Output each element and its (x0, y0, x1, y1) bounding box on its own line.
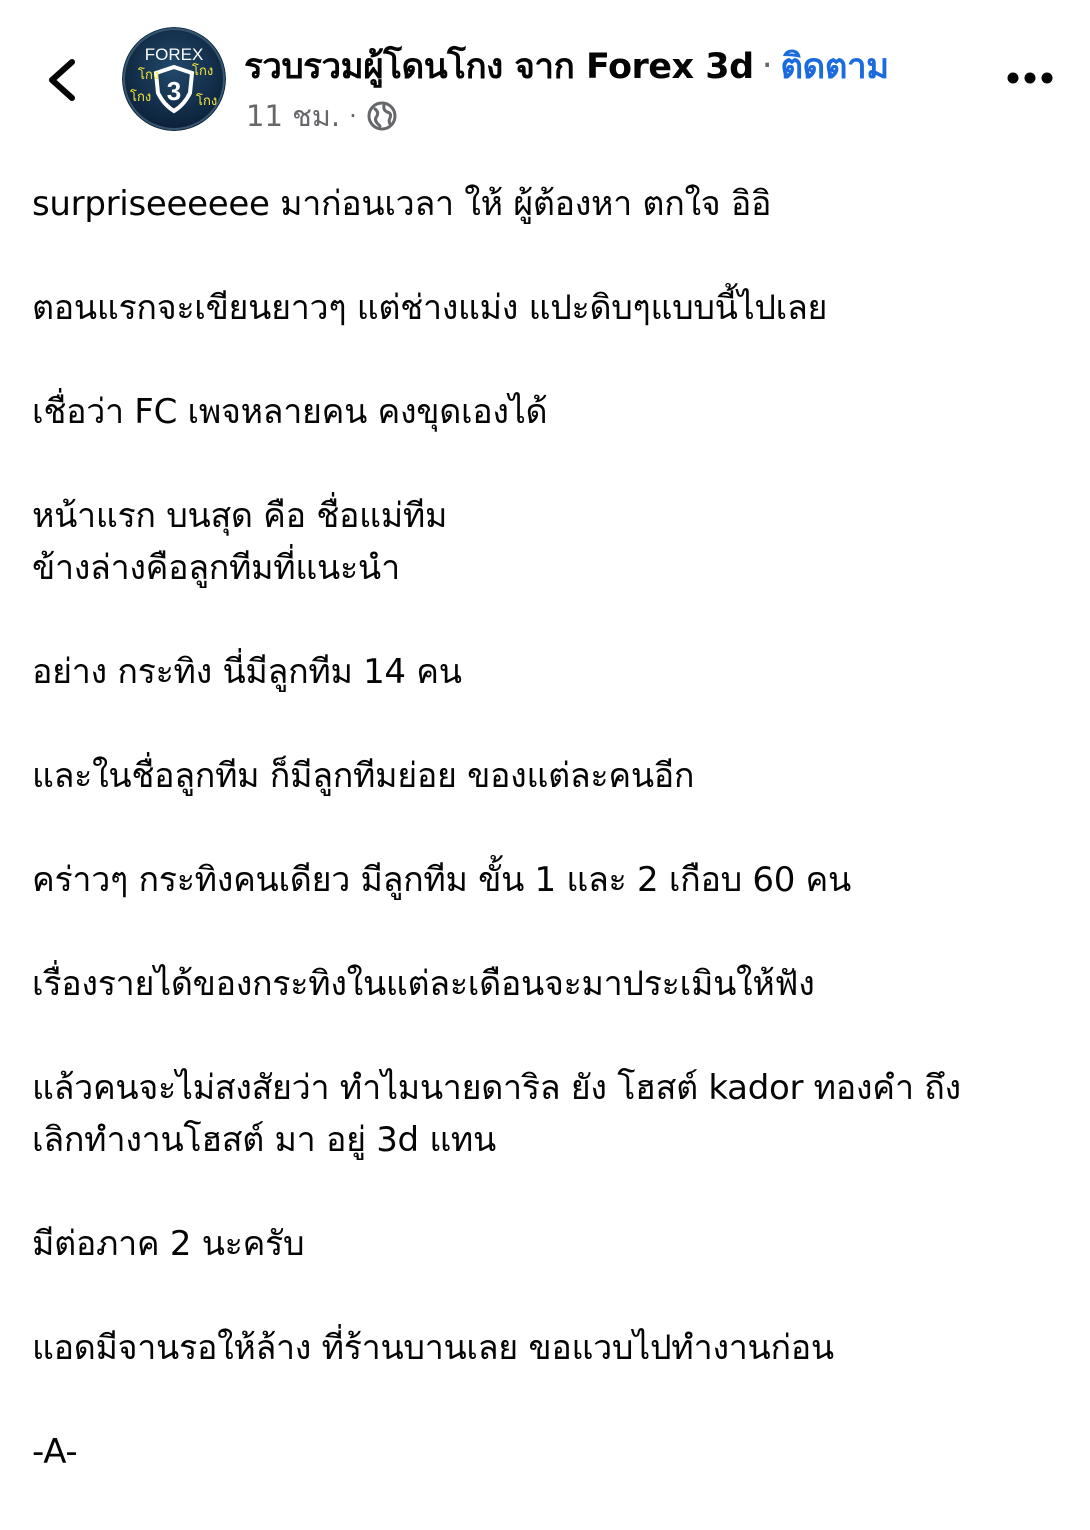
post-line: ตอนแรกจะเขียนยาวๆ แต่ช่างแม่ง แปะดิบๆแบบนี้ไปเลย (32, 288, 828, 328)
meta-separator: · (349, 102, 357, 130)
post-paragraph (32, 854, 1062, 906)
post-paragraph (32, 178, 1062, 230)
post-paragraph (32, 1426, 1062, 1478)
post-line: -A- (32, 1432, 78, 1472)
post-line: เรื่องรายได้ของกระทิงในแต่ละเดือนจะมาประเมินให้ฟัง (32, 964, 815, 1004)
post-line: แล้วคนจะไม่สงสัยว่า ทำไมนายดาริล ยัง โฮสต์ kador ทองคำ ถึง (32, 1068, 961, 1108)
title-separator: · (761, 46, 773, 86)
post-paragraph (32, 1322, 1062, 1374)
svg-text:FOREX: FOREX (144, 45, 204, 64)
post-paragraph (32, 958, 1062, 1010)
post-paragraph (32, 386, 1062, 438)
svg-text:โกง: โกง (138, 68, 160, 83)
group-avatar[interactable] (122, 27, 226, 131)
timestamp-link[interactable]: 11 ชม. (246, 99, 341, 133)
globe-icon (366, 100, 398, 132)
svg-text:โกง: โกง (130, 90, 152, 105)
post-header (0, 0, 1090, 150)
svg-text:โกง: โกง (196, 94, 218, 109)
more-dots-icon (1007, 72, 1053, 84)
group-name-link[interactable]: รวบรวมผู้โดนโกง จาก Forex 3d (244, 46, 754, 87)
post-line: เชื่อว่า FC เพจหลายคน คงขุดเองได้ (32, 392, 548, 432)
post-line: เลิกทำงานโฮสต์ มา อยู่ 3d แทน (32, 1120, 496, 1160)
more-options-button[interactable] (1000, 58, 1060, 98)
post-paragraph (32, 282, 1062, 334)
post-paragraph (32, 646, 1062, 698)
post-paragraph (32, 750, 1062, 802)
post-line: มีต่อภาค 2 นะครับ (32, 1224, 305, 1264)
svg-text:3: 3 (166, 76, 182, 106)
svg-text:โกง: โกง (192, 64, 214, 79)
title-row (244, 40, 934, 92)
post-paragraph (32, 1062, 1062, 1166)
forex-logo (122, 27, 226, 131)
post-line: หน้าแรก บนสุด คือ ชื่อแม่ทีม (32, 496, 448, 536)
post-line: อย่าง กระทิง นี่มีลูกทีม 14 คน (32, 652, 462, 692)
post-paragraph (32, 1218, 1062, 1270)
post-paragraph (32, 490, 1062, 594)
post-line: คร่าวๆ กระทิงคนเดียว มีลูกทีม ขั้น 1 และ 2 เกือบ 60 คน (32, 860, 851, 900)
post-line: ข้างล่างคือลูกทีมที่แนะนำ (32, 548, 400, 588)
back-button[interactable] (36, 50, 86, 110)
post-line: surpriseeeeee มาก่อนเวลา ให้ ผู้ต้องหา ตกใจ อิอิ (32, 184, 772, 224)
post-body (32, 178, 1062, 1530)
chevron-left-icon (44, 56, 78, 104)
post-line: และในชื่อลูกทีม ก็มีลูกทีมย่อย ของแต่ละคนอีก (32, 756, 695, 796)
post-meta (246, 96, 398, 136)
follow-button[interactable]: ติดตาม (780, 46, 889, 87)
post-line: แอดมีจานรอให้ล้าง ที่ร้านบานเลย ขอแวบไปทำงานก่อน (32, 1328, 834, 1368)
